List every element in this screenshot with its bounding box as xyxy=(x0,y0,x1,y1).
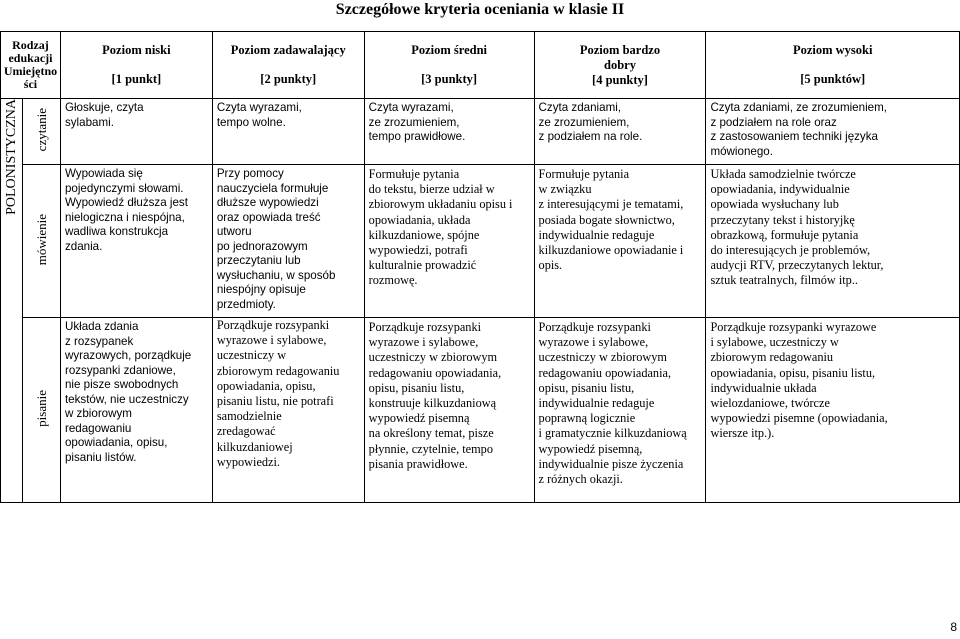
cell-line: opowiadania, układa xyxy=(368,212,471,227)
cell-line: z różnych okazji. xyxy=(538,472,623,487)
cell-line: wypowiedź pisemną xyxy=(368,411,470,426)
reading-level-1 xyxy=(60,99,212,165)
cell-line: uczestniczy w xyxy=(216,348,287,363)
cell-line: wyrazowych, porządkuje xyxy=(64,349,192,362)
cell-line: w zbiorowym xyxy=(64,407,132,420)
cell-line: Wypowiedź dłuższa jest xyxy=(64,196,188,209)
cell-line: w związku xyxy=(538,182,592,197)
cell-line: rozsypanki zdaniowe, xyxy=(64,363,176,377)
level-header-satisfactory xyxy=(212,32,364,99)
row-writing xyxy=(1,318,960,503)
skill-label-cell xyxy=(22,99,60,165)
cell-line: wypowiedzi, potrafi xyxy=(368,243,468,258)
cell-line: tempo prawidłowe. xyxy=(368,130,466,143)
cell-line: wielozdaniowe, twórcze xyxy=(710,396,830,411)
cell-line: kilkuzdaniowe, spójne xyxy=(368,227,480,242)
cell-line: Formułuje pytania xyxy=(368,167,460,181)
cell-line: przeczytany tekst i historyjkę xyxy=(710,212,855,227)
cell-line: sztuk teatralnych, filmów itp.. xyxy=(710,273,858,288)
cell-line: zbiorowym redagowaniu xyxy=(216,363,340,378)
writing-level-1 xyxy=(60,318,212,503)
cell-line: oraz opowiada treść xyxy=(216,210,321,224)
cell-line: kilkuzdaniowej xyxy=(216,439,293,454)
cell-line: utworu xyxy=(216,225,252,238)
cell-line: redagowaniu xyxy=(64,421,132,435)
skill-label-cell xyxy=(22,318,60,503)
level-header-high xyxy=(706,32,960,99)
page-title: Szczegółowe kryteria oceniania w klasie II xyxy=(335,1,625,18)
cell-line: pisania prawidłowe. xyxy=(368,456,468,471)
cell-line: ze zrozumieniem, xyxy=(368,115,460,129)
cell-line: na określony temat, pisze xyxy=(368,426,494,441)
cell-line: pisaniu listów. xyxy=(64,450,137,464)
cell-line: zredagować xyxy=(216,424,276,439)
cell-line: audycji RTV, przeczytanych lektur, xyxy=(710,258,884,273)
cell-line: redagowaniu opowiadania, xyxy=(538,365,672,380)
writing-level-3 xyxy=(364,318,534,503)
reading-level-2 xyxy=(212,99,364,165)
cell-line: i sylabowe, uczestniczy w xyxy=(710,335,839,350)
cell-line: posiada bogate słownictwo, xyxy=(538,212,675,227)
cell-line: Układa zdania xyxy=(64,320,139,333)
cell-line: opowiadania, opisu, pisaniu listu, xyxy=(710,365,876,380)
cell-line: kilkuzdaniowe opowiadanie i xyxy=(538,243,684,258)
criteria-table xyxy=(0,31,960,503)
cell-line: Czyta zdaniami, xyxy=(538,101,622,114)
cell-line: po jednorazowym xyxy=(216,239,308,253)
cell-line: Przy pomocy xyxy=(216,167,284,180)
cell-line: Formułuje pytania xyxy=(538,167,630,181)
education-type-cell xyxy=(1,99,23,503)
corner-line: Rodzaj xyxy=(12,38,49,52)
cell-line: opisu, pisaniu listu, xyxy=(368,380,465,395)
cell-line: zdania. xyxy=(64,239,103,253)
cell-line: wypowiedzi. xyxy=(216,454,281,469)
cell-line: opowiadania, opisu, xyxy=(64,436,168,449)
cell-line: z podziałem na role oraz xyxy=(710,115,837,129)
cell-line: opowiadania, indywidualnie xyxy=(710,182,850,197)
cell-line: niespójny opisuje xyxy=(216,283,306,296)
level-name: Poziom bardzo dobry xyxy=(579,42,661,72)
level-header-average xyxy=(364,32,534,99)
level-points: [1 punkt] xyxy=(111,72,162,86)
cell-line: do tekstu, bierze udział w xyxy=(368,182,495,197)
cell-line: wiersze itp.). xyxy=(710,426,775,441)
cell-line: z rozsypanek xyxy=(64,334,134,348)
cell-line: wadliwa konstrukcja xyxy=(64,225,169,238)
cell-line: indywidualnie układa xyxy=(710,380,817,395)
cell-line: dłuższe wypowiedzi xyxy=(216,196,319,209)
cell-line: Porządkuje rozsypanki xyxy=(216,318,330,332)
cell-line: mówionego. xyxy=(710,144,773,158)
row-reading xyxy=(1,99,960,165)
corner-line: edukacji xyxy=(8,51,53,65)
corner-header xyxy=(1,32,61,99)
cell-line: poprawną logicznie xyxy=(538,411,636,426)
cell-line: wysłuchaniu, w sposób xyxy=(216,268,336,282)
speaking-level-1 xyxy=(60,165,212,318)
cell-line: indywidualnie redaguje xyxy=(538,396,655,411)
skill-label-writing: pisanie xyxy=(33,390,49,427)
level-points: [2 punkty] xyxy=(260,72,317,86)
cell-line: redagowaniu opowiadania, xyxy=(368,365,502,380)
cell-line: do interesujących je problemów, xyxy=(710,243,871,258)
writing-level-4 xyxy=(534,318,706,503)
cell-line: tempo wolne. xyxy=(216,115,286,129)
level-name: Poziom wysoki xyxy=(792,43,873,57)
cell-line: sylabami. xyxy=(64,115,114,129)
cell-line: z podziałem na role. xyxy=(538,130,643,143)
cell-line: Porządkuje rozsypanki xyxy=(368,320,482,334)
cell-line: indywidualnie pisze życzenia xyxy=(538,456,684,471)
cell-line: i gramatycznie kilkuzdaniową xyxy=(538,426,687,441)
writing-level-5 xyxy=(706,318,960,503)
cell-line: zbiorowym układaniu opisu i xyxy=(368,197,513,212)
cell-line: obrazkową, formułuje pytania xyxy=(710,227,859,242)
cell-line: indywidualnie redaguje xyxy=(538,227,655,242)
cell-line: Czyta zdaniami, ze zrozumieniem, xyxy=(710,101,887,114)
level-points: [3 punkty] xyxy=(421,72,478,86)
skill-label-reading: czytanie xyxy=(33,108,49,152)
cell-line: opisu, pisaniu listu, xyxy=(538,380,635,395)
cell-line: Wypowiada się xyxy=(64,167,143,180)
cell-line: opis. xyxy=(538,258,563,273)
cell-line: pojedynczymi słowami. xyxy=(64,181,184,195)
cell-line: wypowiedzi pisemne (opowiadania, xyxy=(710,411,888,426)
speaking-level-4 xyxy=(534,165,706,318)
cell-line: Układa samodzielnie twórcze xyxy=(710,167,856,181)
cell-line: Porządkuje rozsypanki wyrazowe xyxy=(710,320,877,334)
cell-line: płynnie, czytelnie, tempo xyxy=(368,441,493,456)
skill-label-speaking: mówienie xyxy=(33,213,49,266)
cell-line: wypowiedź pisemną, xyxy=(538,441,643,456)
speaking-level-2 xyxy=(212,165,364,318)
reading-level-3 xyxy=(364,99,534,165)
cell-line: wyrazowe i sylabowe, xyxy=(216,333,327,348)
cell-line: konstruuje kilkuzdaniową xyxy=(368,396,497,411)
cell-line: samodzielnie xyxy=(216,409,282,424)
cell-line: pisaniu listu, nie potrafi xyxy=(216,394,334,409)
corner-line: Umiejętno xyxy=(3,64,58,78)
writing-level-2 xyxy=(212,318,364,503)
cell-line: przeczytaniu lub xyxy=(216,254,301,267)
page-number: 8 xyxy=(950,620,957,634)
cell-line: wyrazowe i sylabowe, xyxy=(368,335,479,350)
level-name: Poziom średni xyxy=(411,43,488,57)
cell-line: opowiadania, opisu, xyxy=(216,378,316,393)
cell-line: zbiorowym redagowaniu xyxy=(710,350,834,365)
cell-line: z interesującymi je tematami, xyxy=(538,197,684,212)
cell-line: Czyta wyrazami, xyxy=(368,101,454,114)
corner-line: ści xyxy=(23,77,38,91)
cell-line: Czyta wyrazami, xyxy=(216,101,302,114)
level-header-low xyxy=(60,32,212,99)
header-row xyxy=(1,32,960,99)
cell-line: ze zrozumieniem, xyxy=(538,115,630,129)
speaking-level-3 xyxy=(364,165,534,318)
cell-line: nielogiczna i niespójna, xyxy=(64,210,185,224)
speaking-level-5 xyxy=(706,165,960,318)
cell-line: wyrazowe i sylabowe, xyxy=(538,335,649,350)
cell-line: opowiada wysłuchany lub xyxy=(710,197,839,212)
cell-line: uczestniczy w zbiorowym xyxy=(538,350,667,365)
reading-level-5 xyxy=(706,99,960,165)
cell-line: Głoskuje, czyta xyxy=(64,101,144,114)
skill-label-cell xyxy=(22,165,60,318)
cell-line: uczestniczy w zbiorowym xyxy=(368,350,498,365)
level-points: [5 punktów] xyxy=(800,72,866,86)
cell-line: Porządkuje rozsypanki xyxy=(538,320,651,334)
level-name: Poziom zadawalający xyxy=(230,43,346,57)
cell-line: nie pisze swobodnych xyxy=(64,378,179,391)
cell-line: nauczyciela formułuje xyxy=(216,181,329,195)
cell-line: rozmowę. xyxy=(368,273,418,288)
level-points: [4 punkty] xyxy=(592,72,648,87)
cell-line: tekstów, nie uczestniczy xyxy=(64,392,189,406)
level-header-very-good xyxy=(534,32,706,99)
cell-line: z zastosowaniem techniki języka xyxy=(710,130,878,143)
education-type-label: POLONISTYCZNA xyxy=(3,99,19,215)
row-speaking xyxy=(1,165,960,318)
cell-line: kulturalnie prowadzić xyxy=(368,258,477,273)
level-name: Poziom niski xyxy=(102,43,171,57)
reading-level-4 xyxy=(534,99,706,165)
cell-line: przedmioty. xyxy=(216,297,276,311)
